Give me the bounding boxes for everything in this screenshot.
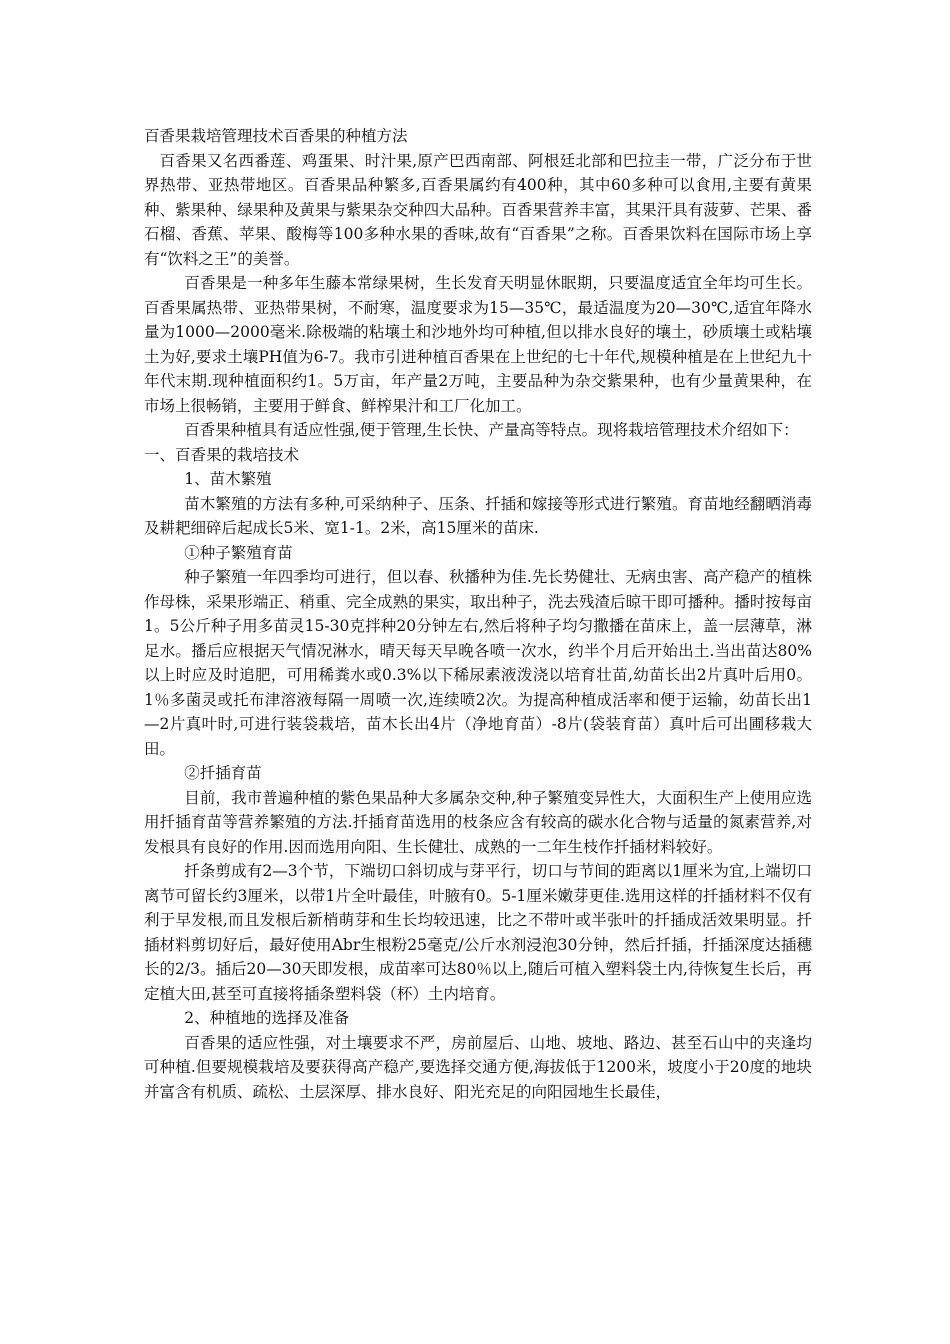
paragraph-intro: 百香果又名西番莲、鸡蛋果、时汁果,原产巴西南部、阿根廷北部和巴拉圭一带，广泛分布于世界热带、亚热带地区。百香果品种繁多,百香果属约有400种，其中60多种可以食用,主要有黄果种、紫果种、绿果种及黄果与紫果杂交种四大品种。百香果营养丰富，其果汗具有菠萝、芒果、番石榴、香蕉、苹果、酸梅等100多种水果的香味,故有“百香果”之称。百香果饮料在国际市场上享有“饮料之王”的美誉。 [144,151,812,268]
paragraph-seed-propagation: 种子繁殖一年四季均可进行，但以春、秋播种为佳.先长势健壮、无病虫害、高产稳产的植株作母株，采果形端正、稍重、完全成熟的果实，取出种子，洗去残渣后晾干即可播种。播时按每亩1。5公斤种子用多苗灵15-30克拌种20分钟左右,然后将种子均匀撒播在苗床上，盖一层薄草，淋足水。播后应根据天气情况淋水，晴天每天早晚各喷一次水，约半个月后开始出土.当出苗达80%以上时应及时追肥，可用稀粪水或0.3%以下稀尿素液泼浇以培育壮苗,幼苗长出2片真叶后用0。1％多菌灵或托布津溶液每隔一周喷一次,连续喷2次。为提高种植成活率和便于运输，幼苗长出1—2片真叶时,可进行装袋栽培，苗木长出4片（净地育苗）-8片(袋装育苗）真叶后可出圃移栽大田。 [144,568,812,758]
paragraph-growth: 百香果是一种多年生藤本常绿果树，生长发育天明显休眠期，只要温度适宜全年均可生长。百香果属热带、亚热带果树，不耐寒，温度要求为15—35℃，最适温度为20—30℃,适宜年降水量为1000—2000毫米.除极端的粘壤土和沙地外均可种植,但以排水良好的壤土，砂质壤土或粘壤土为好,要求土壤PH值为6-7。我市引进种植百香果在上世纪的七十年代,规模种植是在上世纪九十年代末期.现种植面积约1。5万亩，年产量2万吨，主要品种为杂交紫果种，也有少量黄果种，在市场上很畅销，主要用于鲜食、鲜榨果汁和工厂化加工。 [144,274,812,415]
section-heading-1: 一、百香果的栽培技术 [144,445,300,464]
paragraph-cutting-1: 目前，我市普遍种植的紫色果品种大多属杂交种,种子繁殖变异性大，大面积生产上使用应选用扦插育苗等营养繁殖的方法.扦插育苗选用的枝条应含有较高的碳水化合物与适量的氮素营养,对发根具有良好的作用.因而选用向阳、生长健壮、成熟的一二年生枝作扦插材料较好。 [144,788,812,856]
document-title: 百香果栽培管理技术百香果的种植方法 [144,127,408,145]
subheading-seedling: 1、苗木繁殖 [184,470,272,488]
item-cutting-propagation: ②扦插育苗 [184,764,262,782]
paragraph-overview: 百香果种植具有适应性强,便于管理,生长快、产量高等特点。现将栽培管理技术介绍如下： [184,421,799,439]
item-seed-propagation: ①种子繁殖育苗 [184,543,293,562]
paragraph-seedling: 苗木繁殖的方法有多种,可采纳种子、压条、扦插和嫁接等形式进行繁殖。育苗地经翻晒消毒及耕耙细碎后起成长5米、宽1-1。2米，高15厘米的苗床. [144,494,812,537]
paragraph-site-selection: 百香果的适应性强，对土壤要求不严，房前屋后、山地、坡地、路边、甚至石山中的夹逢均可种植.但要规模栽培及要获得高产稳产,要选择交通方便,海拔低于1200米，坡度小于20度的地块并富含有机质、疏松、土层深厚、排水良好、阳光充足的向阳园地生长最佳， [144,1033,812,1101]
paragraph-cutting-2: 扦条剪成有2—3个节，下端切口斜切成与芽平行，切口与节间的距离以1厘米为宜,上端切口离节可留长约3厘米，以带1片全叶最佳，叶腋有0。5-1厘米嫩芽更佳.选用这样的扦插材料不仅有利于早发根,而且发根后新梢萌芽和生长均较迅速，比之不带叶或半张叶的扦插成活效果明显。扦插材料剪切好后，最好使用Abr生根粉25毫克/公斤水剂浸泡30分钟，然后扦插，扦插深度达插穗长的2/3。插后20—30天即发根，成苗率可达80％以上,随后可植入塑料袋土内,待恢复生长后，再定植大田,甚至可直接将插条塑料袋（杯）土内培育。 [144,862,812,1003]
subheading-site-selection: 2、种植地的选择及准备 [184,1009,350,1027]
